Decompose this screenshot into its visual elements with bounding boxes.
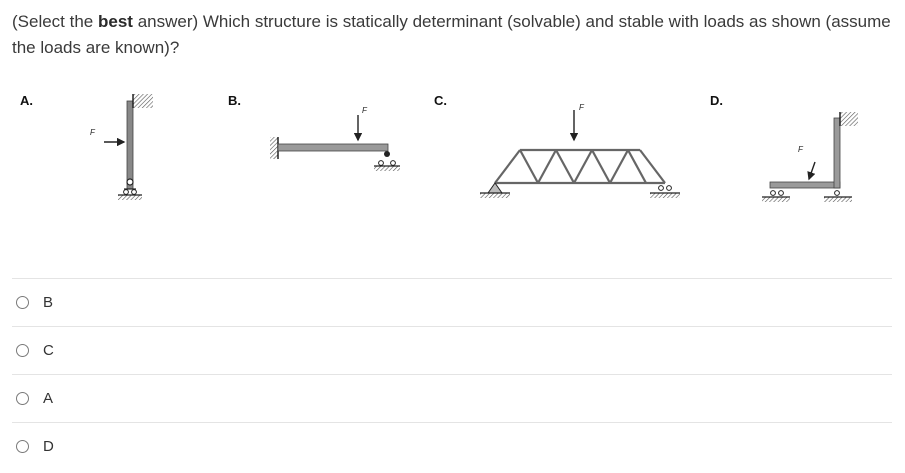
option-label: A [43, 389, 54, 407]
structure-b [270, 106, 400, 171]
structure-b-label: B. [228, 93, 241, 108]
structure-c-label: C. [434, 93, 447, 108]
divider [12, 374, 892, 375]
option-d[interactable] [16, 434, 54, 458]
structure-a [90, 94, 153, 200]
radio-button[interactable] [16, 344, 29, 357]
structures-drawing [0, 80, 905, 230]
option-a[interactable] [16, 386, 53, 410]
question-prefix: (Select the [12, 12, 98, 31]
question-suffix: answer) Which structure is statically determinant (solvable) and stable with loads as shown (assume the loads are known)? [12, 12, 891, 57]
structures-figure [0, 80, 905, 230]
structure-d-label: D. [710, 93, 723, 108]
force-label-c: F [579, 103, 584, 112]
option-label: B [43, 293, 54, 311]
question-emphasis: best [98, 12, 133, 31]
option-label: C [43, 341, 54, 359]
option-c[interactable] [16, 338, 54, 362]
divider [12, 278, 892, 279]
force-label-a: F [90, 128, 95, 137]
force-label-b: F [362, 106, 367, 115]
question-text [12, 9, 892, 61]
structure-c [495, 150, 665, 183]
divider [12, 326, 892, 327]
structure-d [762, 112, 858, 202]
radio-button[interactable] [16, 440, 29, 453]
divider [12, 422, 892, 423]
radio-button[interactable] [16, 392, 29, 405]
structure-a-label: A. [20, 93, 33, 108]
force-label-d: F [798, 145, 803, 154]
option-b[interactable] [16, 290, 53, 314]
option-label: D [43, 437, 54, 455]
radio-button[interactable] [16, 296, 29, 309]
